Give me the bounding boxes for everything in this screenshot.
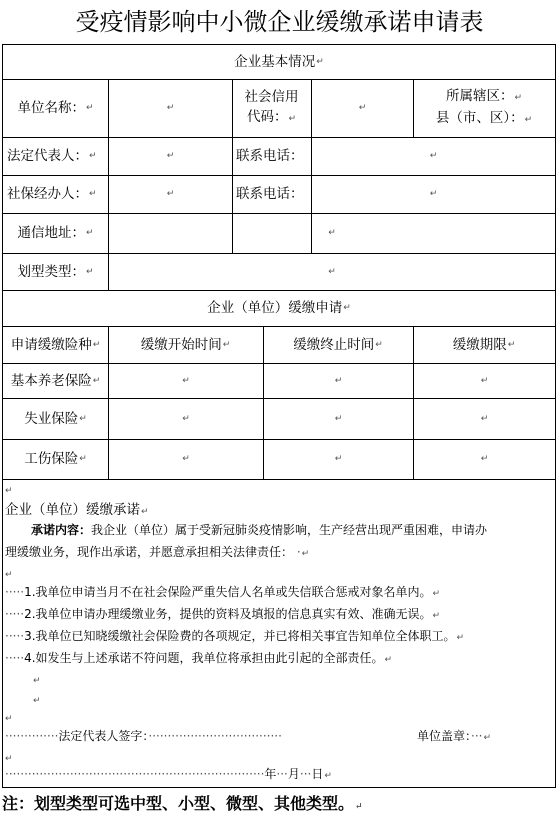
category-field[interactable]: ↵ [328, 266, 336, 277]
injury-end-field[interactable]: ↵ [334, 454, 343, 464]
unemployment-start-field[interactable]: ↵ [182, 413, 190, 424]
paragraph-mark: ↵ [33, 696, 41, 706]
paragraph-mark: ↵ [33, 676, 41, 686]
pension-end-field[interactable]: ↵ [334, 375, 343, 386]
paragraph-mark: ↵ [5, 754, 13, 764]
legal-rep-label: 法定代表人： ↵ [7, 148, 97, 164]
col-end-time: 缓缴终止时间 ↵ [293, 336, 383, 353]
row-pension-label: 基本养老保险 ↵ [10, 372, 101, 389]
signature-line: ··············法定代表人签字：··································· [5, 729, 282, 743]
promise-item-2: ·····2.我单位申请办理缓缴业务，提供的资料及填报的信息真实有效、准确无误。↵ [5, 607, 441, 621]
credit-code-field[interactable]: ↵ [358, 103, 367, 113]
col-period: 缓缴期限 ↵ [452, 336, 516, 353]
col-start-time: 缓缴开始时间 ↵ [140, 336, 231, 353]
district-label: 所属辖区：↵ 县（市、区）：↵ [435, 88, 533, 126]
contact-phone-label-1: 联系电话： [236, 148, 304, 164]
category-label: 划型类型： ↵ [17, 263, 94, 280]
social-agent-label: 社保经办人： ↵ [7, 186, 97, 202]
row-injury-label: 工伤保险 ↵ [24, 451, 87, 467]
paragraph-mark: ↵ [5, 714, 13, 724]
address-field[interactable]: ↵ [328, 228, 336, 238]
paragraph-mark: ↵ [5, 486, 13, 496]
pension-start-field[interactable]: ↵ [182, 375, 190, 386]
unit-name-label: 单位名称： ↵ [17, 100, 94, 116]
basic-info-header: 企业基本情况 ↵ [234, 54, 324, 70]
unit-name-field[interactable]: ↵ [166, 103, 175, 113]
contact-phone-label-2: 联系电话： [236, 186, 304, 202]
promise-content-line-2: 理缓缴业务，现作出承诺，并愿意承担相关法律责任： ·↵ [5, 545, 310, 559]
col-insurance-type: 申请缓缴险种 ↵ [10, 336, 101, 353]
contact-phone-field-2[interactable]: ↵ [429, 189, 438, 199]
pension-period-field[interactable]: ↵ [480, 375, 489, 386]
legal-rep-field[interactable]: ↵ [166, 151, 175, 161]
unemployment-period-field[interactable]: ↵ [480, 413, 489, 424]
row-unemployment-label: 失业保险 ↵ [24, 410, 87, 427]
unemployment-end-field[interactable]: ↵ [334, 413, 343, 424]
apply-header: 企业（单位）缓缴申请 ↵ [207, 300, 351, 316]
application-form-table [2, 44, 556, 788]
contact-phone-field-1[interactable]: ↵ [429, 151, 438, 161]
date-line: ····································································年···月···日↵ [5, 767, 332, 781]
promise-title: 企业（单位）缓缴承诺↵ [5, 502, 149, 518]
injury-start-field[interactable]: ↵ [182, 454, 190, 464]
promise-item-4: ·····4.如发生与上述承诺不符问题，我单位将承担由此引起的全部责任。↵ [5, 651, 393, 665]
promise-item-3: ·····3.我单位已知晓缓缴社会保险费的各项规定，并已将相关事宜告知单位全体职工。↵ [5, 629, 465, 643]
footnote: 注：划型类型可选中型、小型、微型、其他类型。↵ [2, 794, 363, 813]
form-title: 受疫情影响中小微企业缓缴承诺申请表 [75, 8, 484, 36]
social-agent-field[interactable]: ↵ [166, 189, 175, 199]
promise-content-line-1: 承诺内容：我企业（单位）属于受新冠肺炎疫情影响，生产经营出现严重困难，申请办 [31, 523, 488, 537]
paragraph-mark: ↵ [5, 570, 13, 580]
address-label: 通信地址： ↵ [17, 225, 94, 241]
seal-line: 单位盖章：···↵ [417, 729, 492, 743]
promise-item-1: ·····1.我单位申请当月不在社会保险严重失信人名单或失信联合惩戒对象名单内。↵ [5, 585, 441, 599]
injury-period-field[interactable]: ↵ [480, 454, 489, 464]
credit-code-label: 社会信用 代码：↵ [244, 89, 299, 125]
